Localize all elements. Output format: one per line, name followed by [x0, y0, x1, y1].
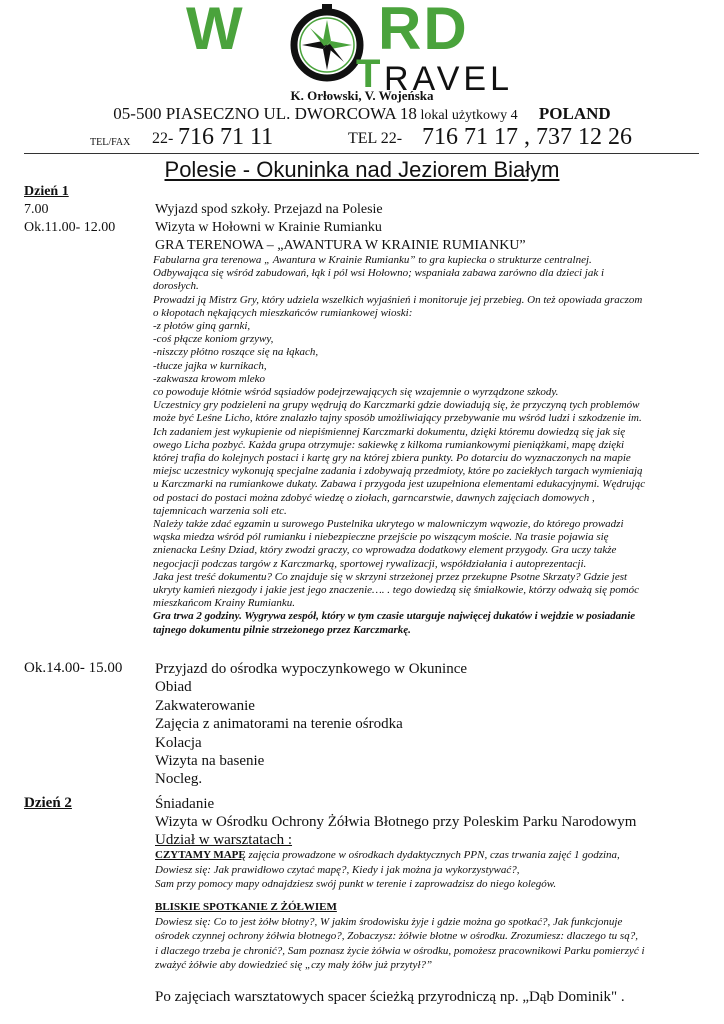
workshop-turtle: [155, 900, 700, 973]
workshop-turtle-title: BLISKIE SPOTKANIE Z ŻÓŁWIEM: [155, 901, 337, 913]
authors: K. Orłowski, V. Wojeńska: [290, 88, 434, 103]
address-line: [0, 104, 724, 124]
desc-line: wąska miedza wśród pól rumianku i niebezpieczne przejście po wiszącym moście. Na trasie pojawia się: [153, 531, 609, 544]
desc-line: -coś płącze koniom grzywy,: [153, 333, 274, 346]
workshop-turtle-line: zważyć żółwie aby dowiedzieć się „czy mały żółw już przytył?”: [155, 959, 433, 971]
logo-letter-w: W: [186, 0, 245, 62]
day2-line-3: Udział w warsztatach :: [155, 832, 293, 848]
day1-line-2: Wizyta w Hołowni w Krainie Rumianku: [155, 220, 382, 235]
desc-line: może być Leśne Licho, które znalazło tajny sposób umożliwiający przebywanie mu wśród ludzi i szkodzenie im.: [153, 412, 642, 425]
desc-line: od postaci do postaci można zdobyć wiedzę o ziołach, garncarstwie, dawnych zajęciach domowych ,: [153, 491, 595, 504]
tel2-label: TEL 22-: [348, 130, 403, 147]
desc-bold-line: tajnego dokumentu pilnie strzeżonego przez Karczmarkę.: [153, 623, 411, 636]
address-unit: lokal użytkowy 4: [416, 108, 518, 123]
telfax-label: TEL/FAX: [90, 137, 131, 148]
desc-line: ukryty kamień niezgody i jakie jest jego znaczenie…. . tego dowiedzą się śmiałkowie, którzy odważą się pomóc: [153, 584, 640, 597]
desc-line: Odbywająca się wśród zabudowań, łąk i pól wsi Hołowno; wspaniała zabawa zarówno dla dzieci jak i: [153, 267, 605, 280]
phone1-prefix: 22-: [152, 130, 174, 147]
workshop-turtle-line: Dowiesz się: Co to jest żółw błotny?, W jakim środowisku żyje i gdzie można go spotkać?, Jak funkcjonuje: [155, 915, 623, 928]
afternoon-item: Zajęcia z animatorami na terenie ośrodka: [155, 716, 403, 733]
day2-final-line: Po zajęciach warsztatowych spacer ścieżką przyrodniczą np. „Dąb Dominik" .: [155, 989, 625, 1005]
desc-line: co powoduje kłótnie wśród sąsiadów podejrzewających się wzajemnie o wyrządzone szkody.: [153, 386, 559, 399]
workshop-turtle-line: i dlaczego trzeba je chronić?, Sam poznasz życie żółwia w ośrodku, pomożesz pracownikowi Parku pomierzyć i: [155, 944, 645, 957]
day2-line-2: Wizyta w Ośrodku Ochrony Żółwia Błotnego przy Poleskim Parku Narodowym: [155, 814, 637, 830]
desc-line: mieszkańcom Krainy Rumianku.: [153, 597, 296, 610]
afternoon-item: Kolacja: [155, 734, 202, 751]
day1-line-3: GRA TERENOWA – „AWANTURA W KRAINIE RUMIANKU”: [155, 238, 526, 253]
desc-line: -tłucze jajka w kurnikach,: [153, 359, 267, 372]
day2-line-1: Śniadanie: [155, 796, 215, 812]
desc-line: dorosłych.: [153, 280, 199, 293]
day1-time-2: Ok.11.00- 12.00: [24, 220, 116, 235]
desc-line: Jaka jest treść dokumentu? Co znajduje się w skrzyni strzeżonej przez przekupne Psotne Skrzaty? Gdzie jest: [153, 570, 628, 583]
desc-line: -z płotów giną garnki,: [153, 320, 251, 333]
afternoon-item: Nocleg.: [155, 771, 203, 788]
address-main: 05-500 PIASECZNO UL. DWORCOWA 18: [113, 104, 417, 123]
desc-line: której trafia do kolejnych postaci i kartę gry na której zbiera punkty. Po dotarciu do wyznaczonych na mapie: [153, 452, 631, 465]
desc-line: owego Licha pozbyć. Każda grupa otrzymuje: sakiewkę z kilkoma rumiankowymi pieniążkami, mapę dzięki: [153, 438, 625, 451]
desc-line: Fabularna gra terenowa „ Awantura w Krainie Rumianku” to gra kupiecka o strukturze centralnej.: [153, 254, 592, 266]
desc-line: -zakwasza krowom mleko: [153, 372, 266, 385]
desc-line: tajemnicach warzenia soli etc.: [153, 504, 287, 517]
game-description: [153, 254, 701, 637]
afternoon-item: Wizyta na basenie: [155, 753, 265, 770]
day2-label: Dzień 2: [24, 795, 72, 811]
desc-line: Ich zadaniem jest wykupienie od niepiśmiennej Karczmarki dokumentu, dzięki któremu dowiedzą się jak się: [153, 425, 626, 438]
phone-line: [0, 124, 724, 154]
afternoon-item: Przyjazd do ośrodka wypoczynkowego w Okunince: [155, 661, 468, 677]
address-country: POLAND: [538, 104, 611, 123]
page-title: Polesie - Okuninka nad Jeziorem Białym: [164, 157, 560, 182]
phone2: 716 71 17 , 737 12 26: [422, 124, 632, 150]
workshop-map-line: Dowiesz się: Jak prawidłowo czytać mapę?, Kiedy i jak można ja wykorzystywać?,: [155, 863, 520, 876]
workshop-map-line: Sam przy pomocy mapy odnajdziesz swój punkt w terenie i zaprowadzisz do niego kolegów.: [155, 878, 557, 890]
workshop-map-title: CZYTAMY MAPĘ: [155, 849, 246, 861]
afternoon-item: Obiad: [155, 679, 192, 696]
desc-line: o kłopotach nękających mieszkańców rumiankowej wioski:: [153, 306, 413, 319]
desc-line: Prowadzi ją Mistrz Gry, który udziela wszelkich wyjaśnień i monitoruje jej przebieg. On też opowiada graczom: [153, 293, 643, 306]
workshop-map-intro: zajęcia prowadzone w ośrodkach dydaktycznych PPN, czas trwania zajęć 1 godzina,: [245, 849, 620, 861]
afternoon-item: Zakwaterowanie: [155, 697, 255, 714]
workshop-map-first-line: [155, 848, 700, 863]
desc-line: miejsc uczestnicy wykonują specjalne zadania i zdobywają przedmioty, które po zaciekłych targach wymieniają: [153, 465, 643, 478]
logo-letters-rd: RD: [378, 0, 469, 62]
phone1: 716 71 11: [178, 124, 274, 150]
desc-line: Uczestnicy gry podzieleni na grupy wędrują do Karczmarki gdzie dowiadują się, że przyczyną tych problemów: [153, 399, 640, 412]
desc-line: znienacka Leśny Dziad, który zwodzi graczy, co wprowadza dodatkowy element przygody. Gra uczy także: [153, 544, 617, 557]
day1-label: Dzień 1: [24, 184, 69, 199]
day1-time-3: Ok.14.00- 15.00: [24, 660, 123, 676]
header-divider: [24, 153, 699, 154]
desc-line: negocjacji podczas targów z Karczmarką, sportowej rywalizacji, współdziałania i autoprezentacji.: [153, 557, 587, 570]
day1-line-1: Wyjazd spod szkoły. Przejazd na Polesie: [155, 202, 383, 217]
logo-letter-t: T: [356, 52, 383, 96]
workshop-map: [155, 848, 700, 892]
workshop-turtle-line: ośrodek czynnej ochrony żółwia błotnego?, Zobaczysz: żółwie błotne w ośrodku. Zrozumiesz: dlaczego tu są?,: [155, 930, 638, 942]
day1-afternoon: [155, 660, 467, 789]
logo-letters-ravel: RAVEL: [384, 60, 513, 98]
desc-line: Należy także zdać egzamin u surowego Pustelnika ukrytego w malowniczym wąwozie, do którego prowadzi: [153, 518, 624, 531]
desc-line: u Karczmarki na rumiankowe dukaty. Zabawa i przygoda jest uzupełniona elementami edukacyjnymi. Wędrując: [153, 478, 646, 491]
desc-line: -niszczy płótno roszące się na łąkach,: [153, 346, 319, 359]
desc-bold-line: Gra trwa 2 godziny. Wygrywa zespół, który w tym czasie utarguje najwięcej dukatów i wejdzie w posiadanie: [153, 610, 636, 623]
day1-time-1: 7.00: [24, 202, 49, 217]
